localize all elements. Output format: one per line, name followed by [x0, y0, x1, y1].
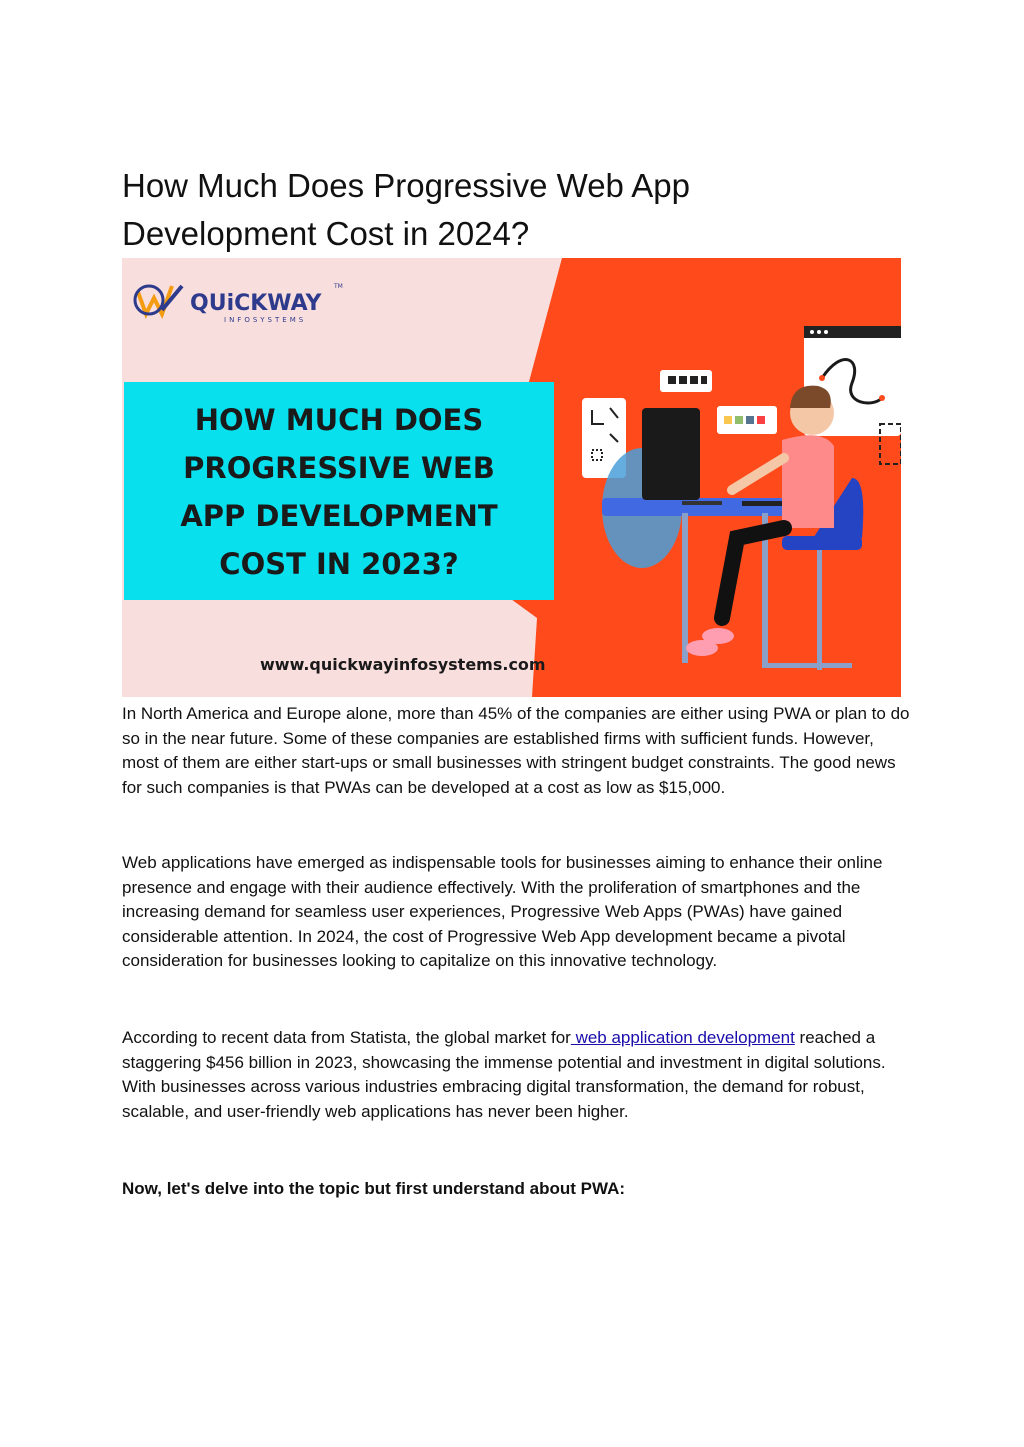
headline-line-1: HOW MUCH DOES: [194, 403, 484, 437]
web-application-development-link[interactable]: web application development: [570, 1028, 795, 1047]
paragraph-statista: [122, 1026, 912, 1124]
brand-name: QUiCKWAY: [190, 291, 322, 316]
banner-image: [122, 258, 901, 697]
section-intro-heading: Now, let's delve into the topic but first understand about PWA:: [122, 1179, 626, 1198]
paragraph-statista-text-1: According to recent data from Statista, the global market for: [122, 1028, 571, 1047]
brand-subtitle: INFOSYSTEMS: [224, 316, 307, 324]
page-title: [122, 162, 922, 258]
title-line-2: Development Cost in 2024?: [122, 215, 530, 252]
brand-trademark: TM: [334, 283, 343, 290]
quickway-logo-icon: [135, 286, 182, 314]
paragraph-web-apps: Web applications have emerged as indispensable tools for businesses aiming to enhance their online presence and engage with their audience effectively. With the proliferation of smartphones and the increasing demand for seamless user experiences, Progressive Web Apps (PWAs) have gained considerable attention. In 2024, the cost of Progressive Web App development became a pivotal consideration for businesses looking to capitalize on this innovative technology.: [122, 853, 883, 970]
website-url: www.quickwayinfosystems.com: [260, 655, 546, 674]
paragraph-intro: In North America and Europe alone, more than 45% of the companies are either using PWA or plan to do so in the near future. Some of these companies are established firms with sufficient funds. However, most of them are either start-ups or small businesses with stringent budget constraints. The good news for such companies is that PWAs can be developed at a cost as low as $15,000.: [122, 704, 910, 797]
paragraph-statista-text-2: reached a staggering $456 billion in 2023, showcasing the immense potential and investment in digital solutions. With businesses across various industries embracing digital transformation, the demand for robust, scalable, and user-friendly web applications has never been higher.: [122, 1028, 886, 1121]
headline-line-2: PROGRESSIVE WEB: [183, 451, 495, 485]
title-line-1: How Much Does Progressive Web App: [122, 167, 690, 204]
headline-line-3: APP DEVELOPMENT: [180, 499, 498, 533]
headline-line-4: COST IN 2023?: [219, 547, 459, 581]
banner-illustration: [122, 258, 901, 697]
